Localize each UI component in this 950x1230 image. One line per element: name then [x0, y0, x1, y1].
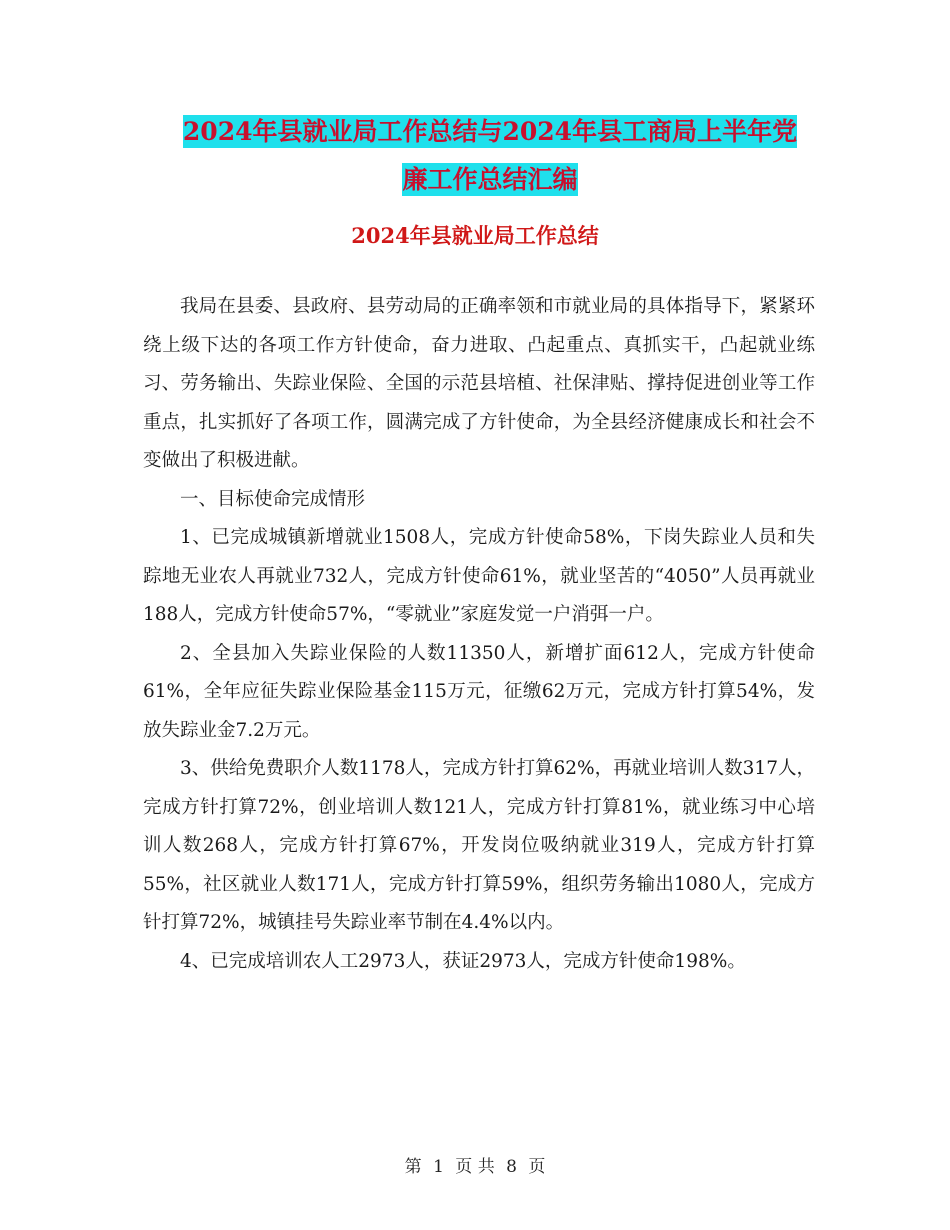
paragraph-heading: 一、目标使命完成情形	[180, 488, 366, 510]
footer-suffix: 页	[528, 1157, 546, 1177]
page-footer	[0, 1152, 950, 1177]
paragraph-intro: 我局在县委、县政府、县劳动局的正确率领和市就业局的具体指导下，紧紧环绕上级下达的各项工作方针使命，奋力进取、凸起重点、真抓实干，凸起就业练习、劳务输出、失踪业保险、全国的示范县培植、社保津贴、撑持促进创业等工作重点，扎实抓好了各项工作，圆满完成了方针使命，为全县经济健康成长和社会不变做出了积极进献。	[143, 296, 815, 471]
footer-prefix: 第	[404, 1157, 422, 1177]
title-line-1: 2024年县就业局工作总结与2024年县工商局上半年党	[182, 117, 798, 146]
title-line-2: 廉工作总结汇编	[402, 165, 578, 194]
paragraph-item-1: 1、已完成城镇新增就业1508人，完成方针使命58%，下岗失踪业人员和失踪地无业农人再就业732人，完成方针使命61%，就业坚苦的“4050”人员再就业188人，完成方针使命57%，“零就业”家庭发觉一户消弭一户。	[143, 527, 815, 625]
page-number: 1	[433, 1157, 444, 1177]
footer-mid: 页 共	[455, 1157, 495, 1177]
paragraph-item-3: 3、供给免费职介人数1178人，完成方针打算62%，再就业培训人数317人，完成方针打算72%，创业培训人数121人，完成方针打算81%，就业练习中心培训人数268人，完成方针打算67%，开发岗位吸纳就业319人，完成方针打算55%，社区就业人数171人，完成方针打算59%，组织劳务输出1080人，完成方针打算72%，城镇挂号失踪业率节制在4.4%以内。	[143, 758, 815, 933]
section-title: 2024年县就业局工作总结	[351, 223, 599, 248]
document-title	[140, 108, 840, 204]
paragraph-item-2: 2、全县加入失踪业保险的人数11350人，新增扩面612人，完成方针使命61%，全年应征失踪业保险基金115万元，征缴62万元，完成方针打算54%，发放失踪业金7.2万元。	[143, 642, 815, 741]
body-text	[143, 288, 815, 981]
paragraph-item-4: 4、已完成培训农人工2973人，获证2973人，完成方针使命198%。	[180, 950, 746, 972]
page-total: 8	[506, 1157, 517, 1177]
